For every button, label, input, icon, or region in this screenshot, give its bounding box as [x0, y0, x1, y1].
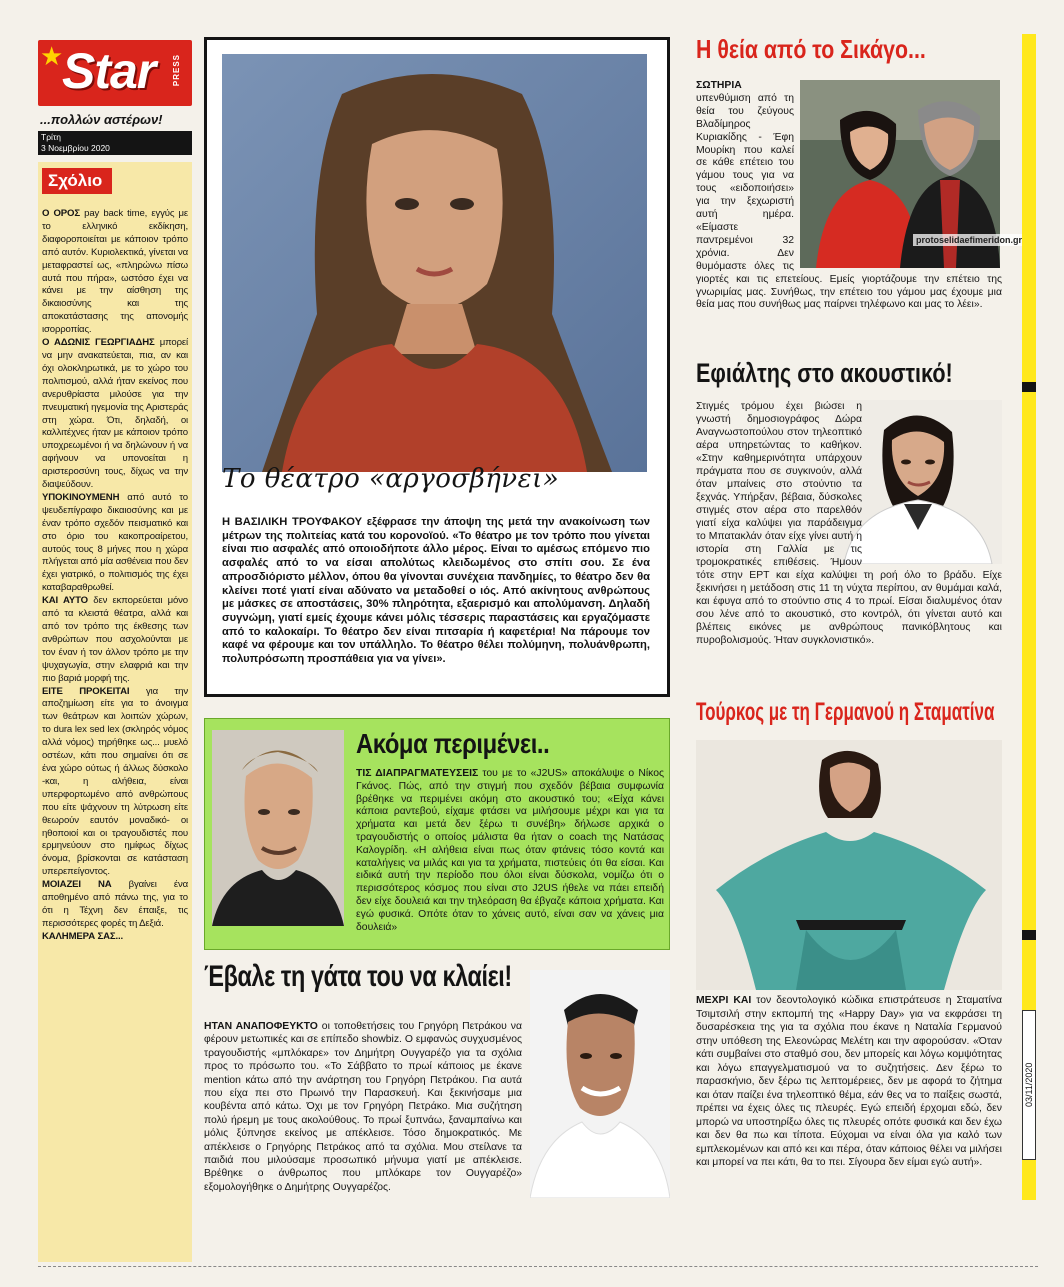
comment-signoff: ΚΑΛΗΜΕΡΑ ΣΑΣ...: [42, 930, 124, 942]
masthead-press-label: PRESS: [172, 54, 181, 87]
theatre-body: [222, 516, 650, 667]
fear-body: [696, 400, 1002, 647]
fear-paragraph: Στιγμές τρόμου έχει βιώσει η γνωστή δημοσιογράφος Δώρα Αναγνωστοπούλου στον τηλεοπτικό αέρα υπηρετώντας το καθήκον. «Στην καθημερινότητα υπάρχουν πράγματα που σε συγκινούν, αλλά όταν μπαίνεις στο στούντιο τα ξεχνάς. Υπήρξαν, βέβαια, δύσκολες στιγμές στον αέρα στο παρελθόν γιατί είχα καλύψει για παράδειγμα το Μπατακλάν όταν είχε γίνει αυτή η ιστορία στη Γαλλία με τις τρομοκρατικές επιθέσεις. Ήμουν τότε στην ΕΡΤ και είχα καλύψει τη ροή όλο το βράδυ. Είχε ξεκινήσει η μετάδοση στις 11 τη νύχτα περίπου, αν θυμάμαι καλά, και έφυγα από το στούντιο στις 4 το πρωί. Είσαι διαλυμένος όταν σου λένε από το ακουστικό, στο κοντρόλ, ότι γίνεται αυτό και βλέπεις εικόνες με ανθρώπους πανικόβλητους και πυροβολισμούς. Ήταν συγκλονιστικό».: [696, 401, 1002, 646]
aunt-paragraph: ΣΩΤΗΡΙΑ υπενθύμιση από τη θεία του ζεύγους Βλαδίμηρος Κυριακίδης - Έφη Μουρίκη που καλεί σε κάθε επέτειο του γάμου τους για να τους «ειδοποιήσει» για την ξεχωριστή αυτή ημέρα. «Είμαστε παντρεμένοι 32 χρόνια. Δεν θυμόμαστε όλες τις γιορτές και τις επετείους. Εμείς γιορτάζουμε την επέτειο της γνωριμίας μας. Συνήθως, την επέτειο του γάμου μας έχουμε μια θεία μας που συνήθως μας παίρνει τηλέφωνο και μας το λέει».: [696, 80, 1002, 311]
waiting-body: [356, 768, 664, 934]
comment-paragraph: Ο ΑΔΩΝΙΣ ΓΕΩΡΓΙΑΔΗΣ μπορεί να μην ανακατεύεται, πια, αν και όχι ολοκληρωτικά, με το χώρο του πολιτισμού, αλλά ήταν εκείνος που ανερυθρίαστα μιλούσε για την πνευματική ηγεμονία της Αριστεράς στη χώρα. Ότι, δηλαδή, οι καλλιτέχνες ήταν με κάποιον τρόπο υποχρεωμένοι ή να δηλώνουν ή να αφήνουν να υπονοείται η αριστεροσύνη τους, δίχως να την διαψεύδουν.: [42, 337, 189, 491]
comment-heading: Σχόλιο: [42, 168, 112, 194]
aunt-headline: Η θεία από το Σικάγο...: [696, 34, 926, 64]
comment-paragraph: ΚΑΙ ΑΥΤΟ δεν εκπορεύεται μόνο από τα κλειστά θέατρα, αλλά και από τον τρόπο της έκθεσης των ανθρώπων που ασχολούνται με τον έναν ή τον άλλον τρόπο με την ψυχαγωγία, στην ελαφριά και την πιο βαριά μορφή της.: [42, 595, 188, 684]
theatre-paragraph: Η ΒΑΣΙΛΙΚΗ ΤΡΟΥΦΑΚΟΥ εξέφρασε την άποψη της μετά την ανακοίνωση των μέτρων της πολιτείας κατά του κορονοϊού. «Το θέατρο με τον τρόπο που γίνεται είναι πιο ασφαλές από οποιοδήποτε άλλο μέρος. Είναι το αμέσως επόμενο πιο ασφαλές από το να είσαι απολύτως κλειδωμένος στο σπίτι σου. Σε ένα απροσδιόριστο μέλλον, όπου θα γίνονται συνέχεια πανδημίες, το θέατρο δεν θα κλείνει ποτέ γιατί είναι αδύνατο να μεταδοθεί ο ιός. Από ακίνητους ανθρώπους με μάσκες σε αποστάσεις, 30% πληρότητα, εξαερισμό και απολύμανση. Δηλαδή συγνώμη, γιατί εμείς έχουμε κάνει μόλις τέσσερις παραστάσεις και εργαζόμαστε από το καλοκαίρι. Το θέατρο δεν είναι πιτσαρία ή καφετέρια! Να πάρουμε τον καφέ να φέρουμε και τον υπάλληλο. Το θέατρο θέλει πολύμηνη, πολυάνθρωπη, πολυπρόσωπη προσπάθεια για να γίνει».: [222, 516, 650, 666]
waiting-paragraph: ΤΙΣ ΔΙΑΠΡΑΓΜΑΤΕΥΣΕΙΣ του με το «J2US» αποκάλυψε ο Νίκος Γκάνος. Πώς, από την στιγμή που σχεδόν βέβαια συμφωνία βρέθηκε να περιμένει ακόμη στο ακουστικό του; «Είχα κάνει κάποια ραντεβού, είχαμε φτάσει να μιλήσουμε μέχρι και για τα χρήματα και μετά δεν ξέρω τι συνέβη» δήλωσε αρχικά ο τραγουδιστής ο οποίος μάλιστα θα ήταν ο coach της Νατάσας Καλογρίδη. «Η αλήθεια είναι πως όταν φτάνεις τόσο κοντά και καταλήγεις να μιλάς και για τα χρήματα, πιστεύεις ότι θα είσαι. Και ειδικά αυτή την περίοδο που όλοι είναι δύσκολα, νομίζω ότι ο περισσότερος κόσμος που είναι στο J2US ήθελε να πάει επειδή δεν είχε δουλειά και την τηλεόραση θα έβγαζε κάποια χρήματα. Και εγώ φυσικά. Οπότε όταν το χάνεις αυτό, είναι σαν να χάνεις μια δουλειά»: [356, 768, 664, 933]
fear-headline: Εφιάλτης στο ακουστικό!: [696, 358, 953, 388]
masthead-logo: Star: [62, 43, 156, 99]
photo-dimitris-oungarezos: [530, 970, 670, 1198]
page-bottom-rule: [38, 1266, 1038, 1267]
masthead-slogan: ...πολλών αστέρων!: [40, 112, 163, 127]
cat-headline: Έβαλε τη γάτα του να κλαίει!: [204, 960, 512, 993]
cat-paragraph: ΗΤΑΝ ΑΝΑΠΟΦΕΥΚΤΟ οι τοποθετήσεις του Γρηγόρη Πετράκου να φέρουν μετωπικές και σε επίπεδο showbiz. Ο εμφανώς συγχυσμένος τραγουδιστής «μπλόκαρε» τον Δημήτρη Ουγγαρέζο για τα σχόλια προς το πρόσωπο του. «Το Σάββατο το πρωί κάποιος με έκανε mention κάτω από την ανάρτηση του Γρηγόρη Πετράκου. Για αυτά που είχα πει στο Πρωινό την Παρασκευή. Και ξεκινήσαμε μια κουβέντα από κάτω. Όχι με τον Γρηγόρη Πετράκο. Μια συζήτηση πολύ ήρεμη με τους ακολούθους. Το πρωί ξυπνάω, ξαναμπαίνω και μόλις ξύπνησε εκείνος με απέκλεισε. Τόσο δημοκρατικός. Με απέκλεισε ο Γρηγόρης Πετράκος από τα σχόλια. Μου στείλανε τα παιδιά που μιλούσαμε προσωπικό μήνυμα γιατί με απέκλεισε. Βρέθηκε ο άνθρωπος που μπλόκαρε τον Ουγγαρέζο» εξομολογήθηκε ο Δημήτρης Ουγγαρέζος.: [204, 1021, 522, 1193]
aunt-body: [696, 80, 1002, 312]
comment-paragraph: ΜΟΙΑΖΕΙ ΝΑ βγαίνει ένα αποθημένο από πάνω της, για το ότι η Τέχνη δεν έπαιξε, τις περισσότερες φορές τη Δεξιά.: [42, 879, 188, 929]
issue-date-text: 3 Νοεμβρίου 2020: [41, 143, 110, 153]
comment-paragraph: Ο ΟΡΟΣ pay back time, εγγύς με το ελληνικό εκδίκηση, διαφοροποιείται με κάποιον τρόπο από αυτόν. Κυριολεκτικά, γίνεται να μεταφραστεί ως, «πληρώνω πίσω αυτά που πήρα», ωστόσο έχει να κάνει με την αίσθηση της δικαιοσύνης και της αποκατάστασης της απονομής ισορροπίας.: [42, 208, 189, 336]
photo-float-spacer: [862, 400, 1002, 568]
issue-day: Τρίτη: [41, 132, 62, 142]
edge-tick: [1022, 930, 1036, 940]
waiting-headline: Ακόμα περιμένει..: [356, 728, 550, 759]
source-watermark: protoselidaefimeridon.gr: [913, 234, 1025, 246]
theatre-headline: Το θέατρο «αργοσβήνει»: [222, 464, 560, 494]
photo-nikos-ganos: [212, 730, 344, 926]
photo-float-spacer: [794, 80, 1002, 270]
issue-date: [38, 131, 192, 155]
photo-actress: [222, 54, 647, 472]
edge-date: 03/11/2020: [1022, 1010, 1036, 1160]
cat-body: [204, 1020, 522, 1194]
photo-stamatina-tsimtsili: [696, 740, 1002, 990]
turk-paragraph: ΜΕΧΡΙ ΚΑΙ τον δεοντολογικό κώδικα επιστράτευσε η Σταματίνα Τσιμτσιλή στην εκπομπή της «Happy Day» για να εκφράσει τη δυσαρέσκεια της για τα σχόλια που έκανε η Ναταλία Γερμανού στην υπόθεση της Ελεονώρας Μελέτη και την αφορούσαν. «Όταν κάτι συμβαίνει στο σταθμό σου, δεν μπορείς και λόγω κομψότητας και λόγω επαγγελματισμού να το συζητήσεις. Δεν ξέρω το παρασκήνιο, δεν ξέρω τις λεπτομέρειες, δεν με αφορά το ζήτημα και όταν παίζει ένα τηλεοπτικό θέμα, εάν θες να το παίξεις σωστά, πρέπει να έχεις όλες τις πλευρές. Εγώ επειδή έρχομαι εδώ, δεν μπορώ να υποστηρίξω όλες τις πλευρές οπότε φυσικά και δεν έχω και δεν θα πω και τίποτα. Εύχομαι να είναι όλα για καλό των εμπλεκομένων και από κει και πέρα, όταν κάποιος θέλει να μιλήσει και μπορεί να πει κάτι, θα το πει. Σίγουρα δεν είμαι εγώ αυτή».: [696, 995, 1002, 1168]
turk-body: [696, 994, 1002, 1170]
star-icon: ★: [40, 41, 64, 71]
comment-body: [42, 208, 188, 944]
turk-headline: Τούρκος με τη Γερμανού η Σταματίνα: [696, 698, 995, 726]
comment-paragraph: ΕΙΤΕ ΠΡΟΚΕΙΤΑΙ για την αποζημίωση είτε για το άνοιγμα των θεάτρων και λοιπών χώρων, το dura lex sed lex (σκληρός νόμος αλλά νόμος) τηρήθηκε ως... μυελό οστέων, κάτι που σημαίνει ότι σε ένα χώρο ούτως ή άλλως δύσκολο -και, η αλήθεια, είναι υπερφορτωμένο από ανθρώπους που είτε ψάχνουν τη λύτρωση είτε θεωρούν εαυτόν μοναδικό- οι ηθοποιοί και οι τραγουδιστές που ερμηνεύουν στο ημίφως δίχως όνομα, βρίσκονται σε κατάσταση υπερεπείγοντος.: [42, 685, 188, 878]
comment-paragraph: ΥΠΟΚΙΝΟΥΜΕΝΗ από αυτό το ψευδεπίγραφο δικαιοσύνης και με έναν τρόπο σχεδόν πεισματικό και στο όριο του κακοπροαίρετου, αυτούς τους 8 μήνες που η χώρα πλήγεται από μία ασθένεια που δεν έχει γιατρικό, ο πολιτισμός της έχει καταβαραθρωθεί.: [42, 491, 188, 594]
edge-tick: [1022, 382, 1036, 392]
